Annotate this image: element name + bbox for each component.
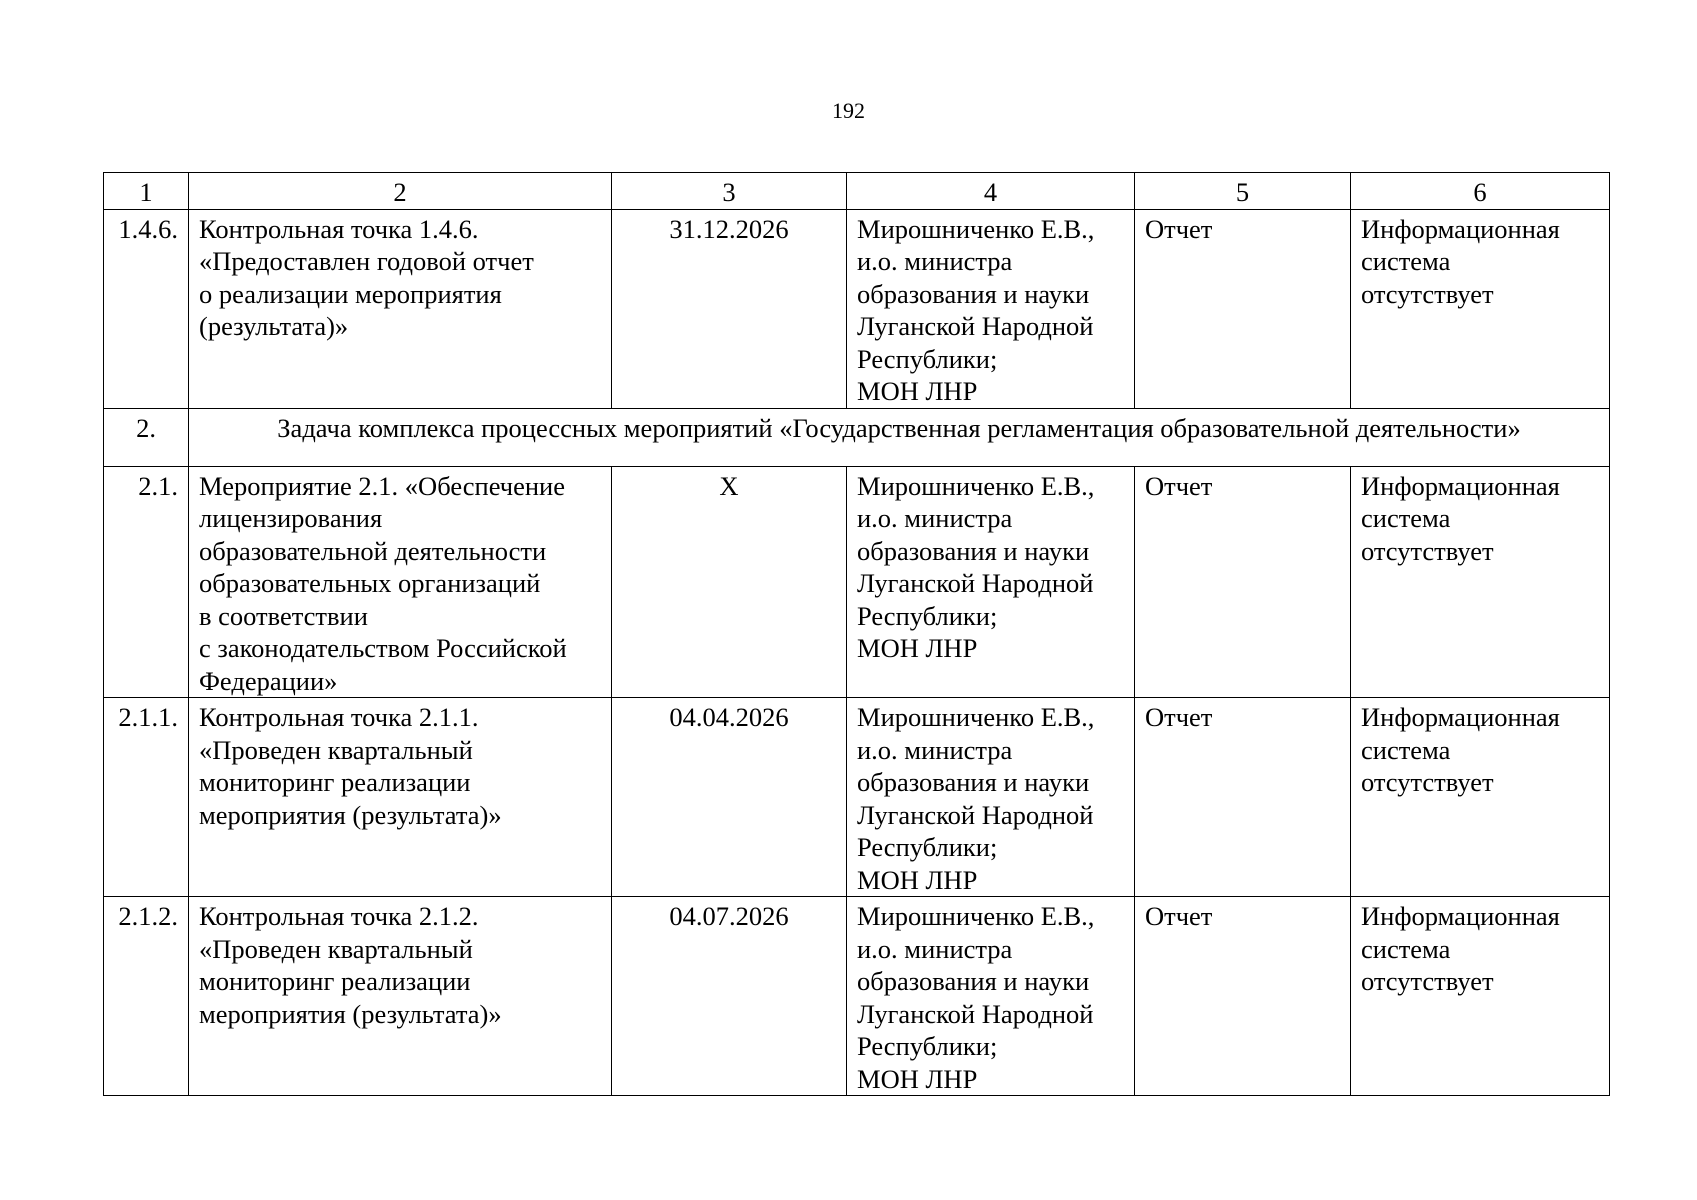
responsible-line: Луганской Народной [857, 998, 1094, 1029]
row-number: 2.1. [104, 466, 189, 698]
item-name-line: мониторинг реализации [199, 966, 471, 996]
deadline-date: 04.07.2026 [612, 897, 847, 1096]
table-row [104, 897, 1610, 1096]
plan-table [103, 172, 1610, 1096]
responsible-line: образования и науки [857, 767, 1090, 797]
item-name-line: «Предоставлен годовой отчет [199, 246, 534, 276]
responsible-line: образования и науки [857, 966, 1090, 996]
task-number: 2. [104, 408, 189, 466]
responsible-cell [847, 698, 1135, 897]
item-name-line: о реализации мероприятия [199, 278, 502, 309]
item-name-cell [189, 698, 612, 897]
item-name-line: мероприятия (результата)» [199, 799, 502, 830]
column-number-header: 5 [1135, 173, 1351, 210]
info-system-cell [1351, 897, 1610, 1096]
item-name-line: мониторинг реализации [199, 767, 471, 797]
item-name-line: Федерации» [199, 665, 338, 696]
info-system-line: отсутствует [1361, 535, 1494, 566]
responsible-line: Мирошниченко Е.В., [857, 470, 1095, 501]
info-system-line: Информационная [1361, 213, 1560, 244]
page-number: 192 [832, 98, 865, 123]
item-name-line: Контрольная точка 2.1.1. [199, 702, 479, 732]
item-name-line: мероприятия (результата)» [199, 998, 502, 1029]
item-name-line: лицензирования [199, 503, 383, 533]
responsible-line: МОН ЛНР [857, 1063, 978, 1094]
item-name-line: с законодательством Российской [199, 633, 567, 663]
table-row [104, 466, 1610, 698]
item-name-cell [189, 897, 612, 1096]
column-number-header: 1 [104, 173, 189, 210]
info-system-cell [1351, 698, 1610, 897]
responsible-cell [847, 209, 1135, 408]
item-name-cell [189, 466, 612, 698]
deadline-date: 04.04.2026 [612, 698, 847, 897]
column-number-header: 2 [189, 173, 612, 210]
info-system-line: отсутствует [1361, 767, 1494, 797]
column-number-header: 3 [612, 173, 847, 210]
row-number: 2.1.1. [104, 698, 189, 897]
row-number: 2.1.2. [104, 897, 189, 1096]
responsible-line: Луганской Народной [857, 799, 1094, 830]
column-number-header-row [104, 173, 1610, 210]
responsible-line: Мирошниченко Е.В., [857, 702, 1095, 732]
info-system-line: отсутствует [1361, 278, 1494, 309]
responsible-line: Республики; [857, 600, 998, 631]
responsible-line: Луганской Народной [857, 568, 1094, 598]
document-type: Отчет [1135, 209, 1351, 408]
responsible-line: и.о. министра [857, 246, 1013, 276]
document-type: Отчет [1135, 897, 1351, 1096]
table-row [104, 698, 1610, 897]
responsible-line: МОН ЛНР [857, 376, 978, 406]
info-system-cell [1351, 466, 1610, 698]
responsible-line: образования и науки [857, 278, 1090, 309]
item-name-line: Мероприятие 2.1. «Обеспечение [199, 470, 566, 501]
item-name-line: Контрольная точка 1.4.6. [199, 213, 479, 244]
task-title: Задача комплекса процессных мероприятий «Государственная регламентация образовательной деятельности» [189, 408, 1610, 466]
info-system-line: система [1361, 503, 1451, 533]
info-system-line: Информационная [1361, 470, 1560, 501]
responsible-cell [847, 466, 1135, 698]
responsible-line: Республики; [857, 832, 998, 862]
deadline-date: Х [612, 466, 847, 698]
responsible-line: Мирошниченко Е.В., [857, 213, 1095, 244]
document-type: Отчет [1135, 698, 1351, 897]
responsible-line: МОН ЛНР [857, 864, 978, 895]
info-system-line: система [1361, 246, 1451, 276]
item-name-line: образовательных организаций [199, 568, 541, 598]
responsible-line: Республики; [857, 1031, 998, 1061]
row-number: 1.4.6. [104, 209, 189, 408]
column-number-header: 6 [1351, 173, 1610, 210]
info-system-cell [1351, 209, 1610, 408]
table-row [104, 209, 1610, 408]
info-system-line: Информационная [1361, 702, 1560, 732]
column-number-header: 4 [847, 173, 1135, 210]
deadline-date: 31.12.2026 [612, 209, 847, 408]
responsible-line: и.о. министра [857, 734, 1013, 765]
task-row [104, 408, 1610, 466]
info-system-line: Информационная [1361, 901, 1560, 931]
info-system-line: система [1361, 933, 1451, 964]
responsible-line: Мирошниченко Е.В., [857, 901, 1095, 931]
item-name-line: «Проведен квартальный [199, 734, 473, 765]
document-type: Отчет [1135, 466, 1351, 698]
item-name-line: образовательной деятельности [199, 535, 547, 566]
responsible-line: Луганской Народной [857, 311, 1094, 341]
item-name-cell [189, 209, 612, 408]
responsible-line: образования и науки [857, 535, 1090, 566]
responsible-line: и.о. министра [857, 933, 1013, 964]
item-name-line: в соответствии [199, 600, 368, 631]
responsible-line: Республики; [857, 343, 998, 374]
responsible-line: МОН ЛНР [857, 633, 978, 663]
item-name-line: Контрольная точка 2.1.2. [199, 901, 479, 931]
info-system-line: отсутствует [1361, 966, 1494, 996]
info-system-line: система [1361, 734, 1451, 765]
item-name-line: «Проведен квартальный [199, 933, 473, 964]
responsible-line: и.о. министра [857, 503, 1013, 533]
responsible-cell [847, 897, 1135, 1096]
item-name-line: (результата)» [199, 311, 349, 341]
